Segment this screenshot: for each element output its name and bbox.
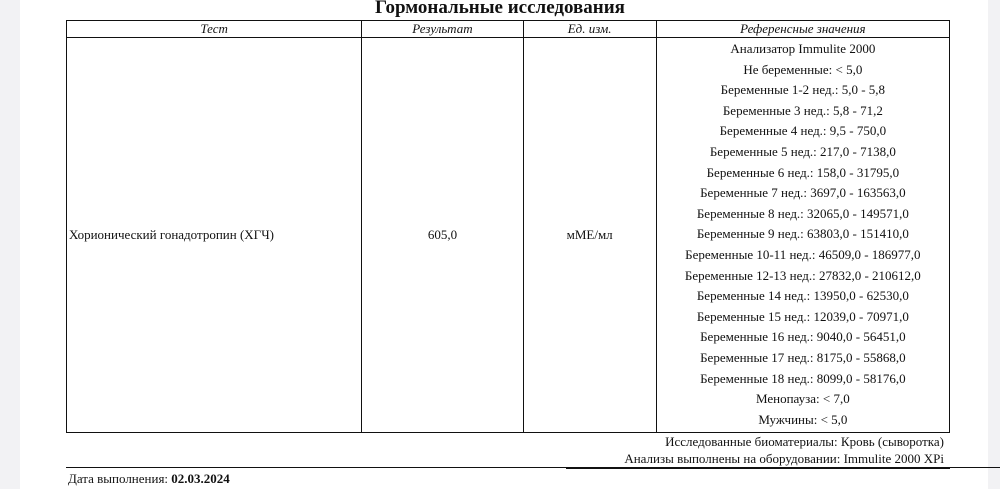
reference-line: Беременные 18 нед.: 8099,0 - 58176,0 [700,370,906,386]
reference-line: Беременные 17 нед.: 8175,0 - 55868,0 [700,349,906,365]
date-label: Дата выполнения: [68,471,169,486]
table-header-row [67,21,950,38]
reference-line: Беременные 14 нед.: 13950,0 - 62530,0 [696,288,909,304]
reference-line: Беременные 15 нед.: 12039,0 - 70971,0 [696,308,909,324]
reference-line: Беременные 3 нед.: 5,8 - 71,2 [722,102,883,118]
reference-values [656,38,949,433]
header-unit: Ед. изм. [523,21,656,38]
reference-list [657,38,949,432]
header-test: Тест [67,21,362,38]
header-reference: Референсные значения [656,21,949,38]
reference-line: Беременные 6 нед.: 158,0 - 31795,0 [706,164,900,180]
reference-line: Беременные 9 нед.: 63803,0 - 151410,0 [696,226,909,242]
date-value: 02.03.2024 [171,471,230,486]
test-unit: мМЕ/мл [523,38,656,433]
execution-date [68,471,230,487]
reference-line: Мужчины: < 5,0 [758,411,848,427]
date-divider [66,467,1000,468]
reference-line: Не беременные: < 5,0 [743,61,863,77]
reference-line: Беременные 1-2 нед.: 5,0 - 5,8 [720,82,886,98]
reference-line: Беременные 7 нед.: 3697,0 - 163563,0 [700,185,906,201]
reference-line: Беременные 12-13 нед.: 27832,0 - 210612,0 [684,267,921,283]
reference-line: Беременные 5 нед.: 217,0 - 7138,0 [709,143,896,159]
equipment-note: Анализы выполнены на оборудовании: Immulite 2000 XPi [624,451,944,466]
biomaterial-note: Исследованные биоматериалы: Кровь (сыворотка) [665,434,944,449]
test-name: Хорионический гонадотропин (ХГЧ) [67,38,362,433]
reference-line: Беременные 10-11 нед.: 46509,0 - 186977,0 [685,246,921,262]
reference-line: Беременные 4 нед.: 9,5 - 750,0 [719,123,887,139]
table-row [67,38,950,433]
reference-line: Беременные 16 нед.: 9040,0 - 56451,0 [700,329,906,345]
page-title: Гормональные исследования [375,0,625,18]
footer-divider [566,468,950,469]
reference-line: Менопауза: < 7,0 [755,391,850,407]
reference-line: Анализатор Immulite 2000 [730,41,876,56]
test-result: 605,0 [362,38,523,433]
header-result: Результат [362,21,523,38]
reference-line: Беременные 8 нед.: 32065,0 - 149571,0 [696,205,909,221]
results-table [66,20,950,433]
